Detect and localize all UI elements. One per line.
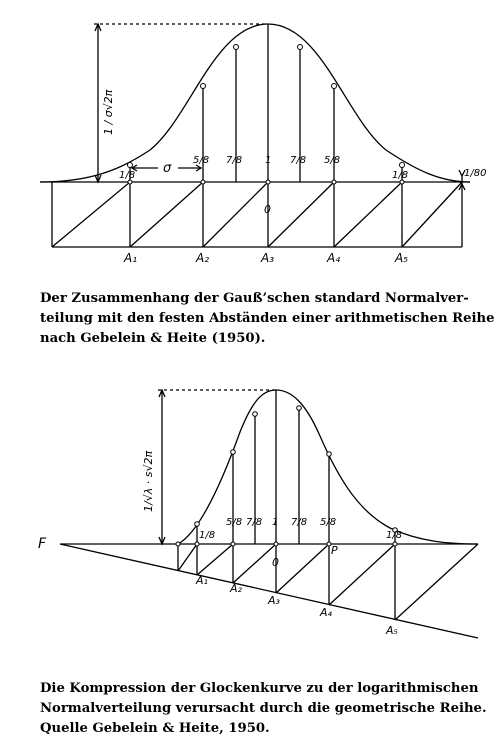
- diagram2-curve-point: [253, 412, 258, 417]
- diagram1-ordinate-label: 5/8: [324, 155, 341, 166]
- diagram2-ordinate-label: 7/8: [246, 517, 263, 528]
- diagram2-curve-point: [297, 406, 302, 411]
- diagram2-base-point: [274, 542, 278, 546]
- diagram2-ordinate-label: 1/8: [386, 530, 403, 541]
- diagram1-curve-point: [128, 163, 133, 168]
- diagram2-ordinate-label: 5/8: [320, 517, 337, 528]
- diagram2-base-point: [231, 542, 235, 546]
- diagram1-diagonal: [203, 182, 268, 247]
- diagram1-base-point: [266, 180, 270, 184]
- diagram2-svg: [0, 372, 500, 664]
- diagram1-svg: [0, 0, 500, 280]
- diagram1-sigma-label: σ: [163, 161, 172, 176]
- caption1-line: Der Zusammenhang der Gauß’schen standard Normalver-: [40, 291, 469, 306]
- diagram2-base-point: [176, 542, 180, 546]
- diagram1-diagonal: [268, 182, 334, 247]
- diagram2-ordinate-label: 7/8: [291, 517, 308, 528]
- diagram1-ordinate-label: 1/8: [392, 170, 409, 181]
- diagram1-curve-point: [201, 84, 206, 89]
- diagram2-diagonal: [276, 544, 329, 593]
- diagram2-curve-point: [195, 522, 200, 527]
- diagram1-diagonal: [334, 182, 402, 247]
- diagram2-ordinate-label: 1/8: [199, 530, 216, 541]
- lognormal-geometric-diagram: [0, 372, 500, 664]
- diagram2-diagonal: [329, 544, 395, 605]
- diagram2-diagonal: [197, 544, 233, 575]
- diagram1-ordinate-label: 7/8: [290, 155, 307, 166]
- diagram1-point-label: A₅: [395, 251, 409, 265]
- gauss-arithmetic-diagram: [0, 0, 500, 280]
- diagram1-point-label: A₄: [327, 251, 341, 265]
- diagram2-base-point: [195, 542, 199, 546]
- caption2-line: Quelle Gebelein & Heite, 1950.: [40, 721, 270, 736]
- diagram2-point-label: A₂: [230, 582, 242, 595]
- diagram2-ordinate-label: 5/8: [226, 517, 243, 528]
- diagram2-curve-point: [231, 450, 236, 455]
- caption2-line: Normalverteilung verursacht durch die geometrische Reihe.: [40, 701, 487, 716]
- diagram1-curve-point: [298, 45, 303, 50]
- diagram2-base-point: [393, 542, 397, 546]
- diagram2-point-label: A₁: [196, 574, 208, 587]
- diagram2-p-label: P: [331, 544, 338, 557]
- diagram1-ordinate-label: 7/8: [226, 155, 243, 166]
- diagram2-curve-point: [327, 452, 332, 457]
- diagram1-base-point: [201, 180, 205, 184]
- diagram1-point-label: A₂: [196, 251, 210, 265]
- diagram1-ordinate-label: 5/8: [193, 155, 210, 166]
- caption1-line: nach Gebelein & Heite (1950).: [40, 331, 266, 346]
- diagram1-ordinate-label: 1/8: [119, 170, 136, 181]
- diagram1-curve-point: [332, 84, 337, 89]
- diagram2-slanted-line: [60, 544, 478, 638]
- diagram1-diagonal: [52, 182, 130, 247]
- caption-figure2: [40, 679, 487, 739]
- diagram1-diagonal: [130, 182, 203, 247]
- diagram2-point-label: A₃: [268, 594, 280, 607]
- caption1-line: teilung mit den festen Abständen einer arithmetischen Reihe: [40, 311, 495, 326]
- diagram2-ordinate-label: 1: [272, 517, 279, 528]
- diagram2-diagonal: [178, 544, 197, 571]
- diagram1-point-label: A₃: [261, 251, 275, 265]
- diagram2-point-label: A₄: [320, 606, 332, 619]
- caption2-line: Die Kompression der Glockenkurve zu der logarithmischen: [40, 681, 479, 696]
- diagram1-diagonal: [402, 182, 462, 247]
- diagram1-axis-label: 1 / σ√2π: [102, 89, 115, 135]
- diagram1-curve-point: [400, 163, 405, 168]
- diagram1-point-label: A₁: [124, 251, 138, 265]
- diagram2-point-label: A₅: [386, 624, 398, 637]
- diagram2-axis-label: 1/√λ · s√2π: [142, 450, 155, 512]
- caption-figure1: [40, 289, 495, 349]
- diagram2-diagonal: [233, 544, 276, 583]
- diagram2-center-label: 0: [272, 556, 279, 569]
- diagram1-base-point: [332, 180, 336, 184]
- diagram1-ordinate-label: 1: [265, 155, 272, 166]
- diagram1-edge-label: 1/80: [464, 168, 487, 179]
- diagram2-f-label: F: [38, 536, 47, 552]
- diagram1-center-label: 0: [264, 203, 271, 216]
- diagram2-diagonal: [395, 544, 478, 620]
- diagram1-curve-point: [234, 45, 239, 50]
